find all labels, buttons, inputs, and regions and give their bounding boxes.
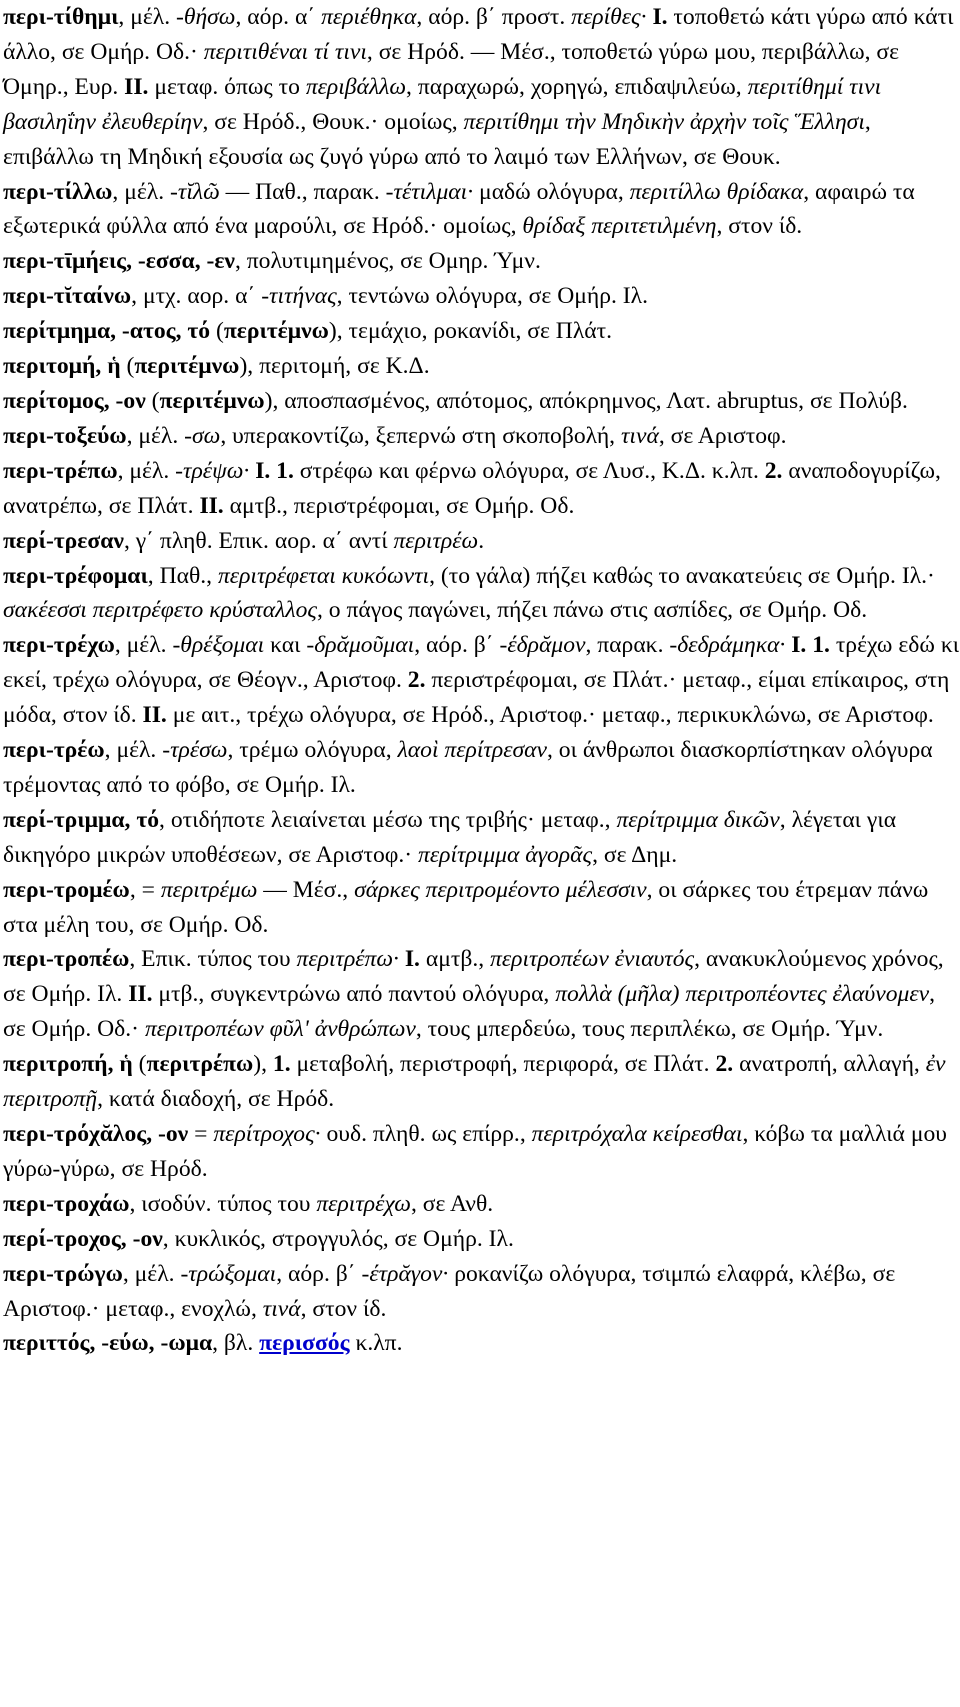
entry-text: , ισοδύν. τύπος του [129,1190,317,1217]
italic-text: περίτριμμα ἀγορᾶς [418,841,593,868]
entry-headword: περι-τρέφομαι [3,562,148,589]
entry-text: , μέλ. [114,632,173,659]
entry-text: αμτβ., περιστρέφομαι, σε Ομήρ. Οδ. [223,492,575,519]
entry-headword: περι-τῑμήεις, -εσσα, -εν [3,248,235,275]
italic-text: -σω [184,422,221,449]
entry-headword: περίτμημα, -ατος, τό [3,318,211,345]
dictionary-entry [3,628,960,733]
entry-text: , πολυτιμημένος, σε Ομηρ. Ύμν. [234,248,541,275]
entry-text: , μέλ. [104,737,163,764]
italic-text: -τιτήνας [261,283,337,310]
entry-text: μεταβολή, περιστροφή, περιφορά, σε Πλάτ. [290,1051,716,1078]
bold-text: I. [652,4,668,30]
entry-text: = [188,1121,214,1147]
entry-text: ανατροπή, αλλαγή, [733,1051,926,1078]
entry-text: , αφαιρώ τα εξωτερικά φύλλα από ένα μαρούλι, σε Ηρόδ.· ομοίως, [3,178,915,240]
dictionary-entry [3,1326,960,1361]
entry-text: , επιβάλλω τη Μηδική εξουσία ως ζυγό γύρω από το λαιμό των Ελλήνων, σε Θουκ. [3,108,871,170]
italic-text: περιτρέω [393,527,479,554]
dictionary-entry [3,524,960,559]
entry-text: αναποδογυρίζω, ανατρέπω, σε Πλάτ. [3,457,941,519]
entry-text: , αόρ. β΄ προστ. [416,4,572,30]
italic-text: περιτρέμω [160,876,258,903]
italic-text: περιτίθημι τὴν Μηδικὴν ἀρχὴν τοῖς Ἕλλησι [463,108,865,135]
bold-text: II. [128,981,153,1008]
entry-headword: περι-τρομέω [3,876,130,903]
entry-text: , σε Ηρόδ. — Μέσ., τοποθετώ γύρω μου, περιβάλλω, σε Όμηρ., Ευρ. [3,38,900,100]
entry-headword: περι-τρέχω [3,632,115,659]
bold-text: 1. [272,1051,291,1078]
dictionary-entry [3,803,960,873]
italic-text: περιτρέπω· [296,946,399,973]
entry-text: ), [253,1051,273,1078]
entry-text: , σε Αριστοφ. [658,422,787,449]
entry-headword: περιτομή, ἡ [3,353,121,380]
entry-text: περιστρέφομαι, σε Πλάτ.· μεταφ., είμαι επίκαιρος, στη μόδα, στον ίδ. [3,667,950,729]
entry-text: , λέγεται για δικηγόρο μικρών υποθέσεων, σε Αριστοφ.· [3,806,897,868]
italic-text: -δρᾰμοῦμαι [306,632,415,659]
italic-text: σακέεσσι περιτρέφετο κρύσταλλος [3,597,317,624]
italic-text: -θήσω [176,4,236,30]
entry-text: , σε Ομήρ. Οδ.· [3,981,936,1043]
dictionary-entry [3,1222,960,1257]
entry-text: , ο πάγος παγώνει, πήζει πάνω στις ασπίδες, σε Ομήρ. Οδ. [316,597,868,624]
entry-text: , σε Ανθ. [410,1190,494,1217]
entry-text: , (το γάλα) πήζει καθώς το ανακατεύεις σε Ομήρ. Ιλ.· [429,562,935,589]
dictionary-entry [3,454,960,524]
entry-headword: περι-τρόχᾰλος, -ον [3,1121,189,1147]
entry-text: ( [210,318,224,345]
entry-headword: περι-τρέπω [3,457,118,484]
entry-headword: περί-τροχος, -ον [3,1225,163,1252]
entry-text: , σε Δημ. [592,841,678,868]
entry-text: , μέλ. [126,422,185,449]
entry-headword: περι-τῐταίνω [3,283,132,310]
entry-headword: περι-τροπέω [3,946,130,973]
italic-text: περιτρέχω [316,1190,411,1217]
entry-text: μτβ., συγκεντρώνω από παντού ολόγυρα, [152,981,556,1008]
entry-headword: περι-τροχάω [3,1190,130,1217]
italic-text: ἐν περιτροπῇ [3,1051,946,1113]
entry-text: , αόρ. β΄ [414,632,500,659]
italic-text: περίτριμμα δικῶν [616,806,780,833]
italic-text: περιτροπέων φῦλ' ἀνθρώπων [144,1016,416,1043]
entry-text: , υπερακοντίζω, ξεπερνώ στη σκοποβολή, [220,422,621,449]
bold-text: II. [124,73,149,100]
entry-text: αμτβ., [419,946,491,973]
bold-text: περιτέμνω [134,353,240,380]
bold-text: περιτρέπω [146,1051,254,1078]
entry-text: , μέλ. [112,178,171,205]
entry-text: τρέχω εδώ κι εκεί, τρέχω ολόγυρα, σε Θέογν., Αριστοφ. [3,632,960,694]
italic-text: -τρέσω [162,737,228,764]
entry-text: , παραχωρώ, χορηγώ, επιδαψιλεύω, [406,73,748,100]
dictionary-entry [3,559,960,629]
italic-text: σάρκες περιτρομέοντο μέλεσσιν [354,876,647,903]
dictionary-entry [3,733,960,803]
italic-text: -έδρᾰμον [499,632,586,659]
dictionary-entry [3,279,960,314]
entry-headword: περιττός, -εύω, -ωμα [3,1330,213,1357]
entry-text: μαδώ ολόγυρα, [473,178,630,205]
bold-text: I. 1. [255,457,294,484]
entry-text: και [264,632,307,659]
italic-text: -θρέξομαι [172,632,265,659]
italic-text: -τρώξομαι [180,1260,277,1287]
bold-text: 2. [764,457,783,484]
entry-text: , μτχ. αορ. α΄ [131,283,262,310]
entry-text: — Μέσ., [257,876,355,903]
italic-text: περιτρόχαλα κείρεσθαι [531,1121,743,1147]
entry-headword: περι-τοξεύω [3,422,127,449]
entry-text: , μέλ. [118,4,176,30]
italic-text: θρίδαξ περιτετιλμένη [522,213,717,240]
dictionary-entry [3,942,960,1047]
entry-text: , μέλ. [122,1260,181,1287]
italic-text: περιτροπέων ἐνιαυτός [490,946,695,973]
italic-text: περιτιθέναι τί τινι [203,38,367,65]
entry-text: , οι σάρκες του έτρεμαν πάνω στα μέλη του, σε Ομήρ. Οδ. [3,876,929,938]
entry-text: — Παθ., παρακ. [219,178,386,205]
entry-text: μεταφ. όπως το [148,73,306,100]
dictionary-entry [3,1187,960,1222]
dictionary-entry [3,314,960,349]
entry-headword: περι-τρώγω [3,1260,123,1287]
dictionary-entry [3,419,960,454]
entry-text: , Παθ., [147,562,218,589]
italic-text: τινά [262,1295,301,1322]
dictionary-entry [3,873,960,943]
italic-text: λαοὶ περίτρεσαν [397,737,547,764]
italic-text: περιτίλλω θρίδακα [629,178,804,205]
entry-text: , στον ίδ. [716,213,803,240]
italic-text: -δεδράμηκα· [669,632,786,659]
entry-text: , Επικ. τύπος του [129,946,297,973]
dictionary-entry [3,1117,960,1187]
entry-text: , τρέμω ολόγυρα, [227,737,398,764]
dictionary-entry [3,0,960,175]
italic-text: -τέτιλμαι· [385,178,474,205]
entry-text: ), αποσπασμένος, απότομος, απόκρημνος, Λατ. abruptus, σε Πολύβ. [264,387,908,414]
entry-text: , οτιδήποτε λειαίνεται μέσω της τριβής· μεταφ., [159,806,617,833]
cross-reference-link[interactable]: περισσός [259,1330,350,1357]
italic-text: πολλὰ (μῆλα) περιτροπέοντες ἐλαύνομεν [555,981,930,1008]
bold-text: I. [404,946,420,973]
bold-text: 2. [715,1051,734,1078]
entry-headword: περι-τίλλω [3,178,113,205]
bold-text: II. [199,492,224,519]
dictionary-entry [3,175,960,245]
entry-text: , στον ίδ. [300,1295,387,1322]
entry-text: ), τεμάχιο, ροκανίδι, σε Πλάτ. [328,318,613,345]
entry-text: , = [129,876,161,903]
bold-text: I. 1. [791,632,830,659]
italic-text: περιέθηκα [321,4,417,30]
entry-text: , μέλ. [117,457,176,484]
entry-text: , γ΄ πληθ. Επικ. αορ. α΄ αντί [123,527,394,554]
entry-headword: περι-τρέω [3,737,105,764]
entry-text: τοποθετώ κάτι γύρω από κάτι άλλο, σε Ομήρ. Οδ.· [3,4,954,65]
dictionary-entry [3,349,960,384]
entry-text: , αόρ. α΄ [235,4,322,30]
entry-text: κ.λπ. [349,1330,403,1357]
italic-text: περίθες· [571,4,647,30]
dictionary-entry [3,1257,960,1327]
entry-headword: περί-τρεσαν [3,527,124,554]
bold-text: 2. [407,667,426,694]
entry-text: , κόβω τα μαλλιά μου γύρω-γύρω, σε Ηρόδ. [3,1121,947,1182]
entry-text: ουδ. πληθ. ως επίρρ., [320,1121,532,1147]
entry-text: , κατά διαδοχή, σε Ηρόδ. [97,1086,335,1113]
entry-headword: περίτομος, -ον [3,387,146,414]
italic-text: -τρέψω· [175,457,250,484]
italic-text: περιβάλλω [305,73,407,100]
entry-text: , τους μπερδεύω, τους περιπλέκω, σε Ομήρ. Ύμν. [415,1016,884,1043]
entry-text: , ανακυκλούμενος χρόνος, σε Ομήρ. Ιλ. [3,946,944,1008]
entry-text: ( [120,353,135,380]
entry-text: στρέφω και φέρνω ολόγυρα, σε Λυσ., Κ.Δ. κ.λπ. [293,457,765,484]
dictionary-entry [3,1047,960,1117]
entry-text: . [478,527,485,554]
entry-text: , κυκλικός, στρογγυλός, σε Ομήρ. Ιλ. [162,1225,514,1252]
italic-text: περιτρέφεται κυκόωντι [217,562,430,589]
bold-text: περιτέμνω [159,387,265,414]
entry-text: , οι άνθρωποι διασκορπίστηκαν ολόγυρα τρέμοντας από το φόβο, σε Ομήρ. Ιλ. [3,737,933,798]
entry-text: , τεντώνω ολόγυρα, σε Ομήρ. Ιλ. [336,283,648,310]
italic-text: περίτροχος· [213,1121,321,1147]
italic-text: τινά [620,422,659,449]
bold-text: II. [142,702,167,729]
dictionary-entry [3,244,960,279]
italic-text: -έτρᾰγον· [361,1260,449,1287]
entry-text: , παρακ. [585,632,670,659]
entry-headword: περιτροπή, ἡ [3,1051,133,1078]
entry-text: ( [132,1051,147,1078]
dictionary-entry [3,384,960,419]
entry-text: με αιτ., τρέχω ολόγυρα, σε Ηρόδ., Αριστοφ.· μεταφ., περικυκλώνω, σε Αριστοφ. [166,702,934,729]
italic-text: -τῐλῶ [170,178,220,205]
italic-text: περιτίθημί τινι βασιληΐην ἐλευθερίην [3,73,882,135]
entry-text: , αόρ. β΄ [276,1260,362,1287]
entry-headword: περί-τριμμα, τό [3,806,160,833]
entry-text: , σε Ηρόδ., Θουκ.· ομοίως, [202,108,464,135]
entry-text: ( [145,387,160,414]
entry-text: ροκανίζω ολόγυρα, τσιμπώ ελαφρά, κλέβω, σε Αριστοφ.· μεταφ., ενοχλώ, [3,1260,896,1322]
entry-text: ), περιτομή, σε Κ.Δ. [239,353,430,380]
entry-headword: περι-τίθημι [3,4,119,30]
bold-text: περιτέμνω [223,318,329,345]
entry-text: , βλ. [212,1330,260,1357]
